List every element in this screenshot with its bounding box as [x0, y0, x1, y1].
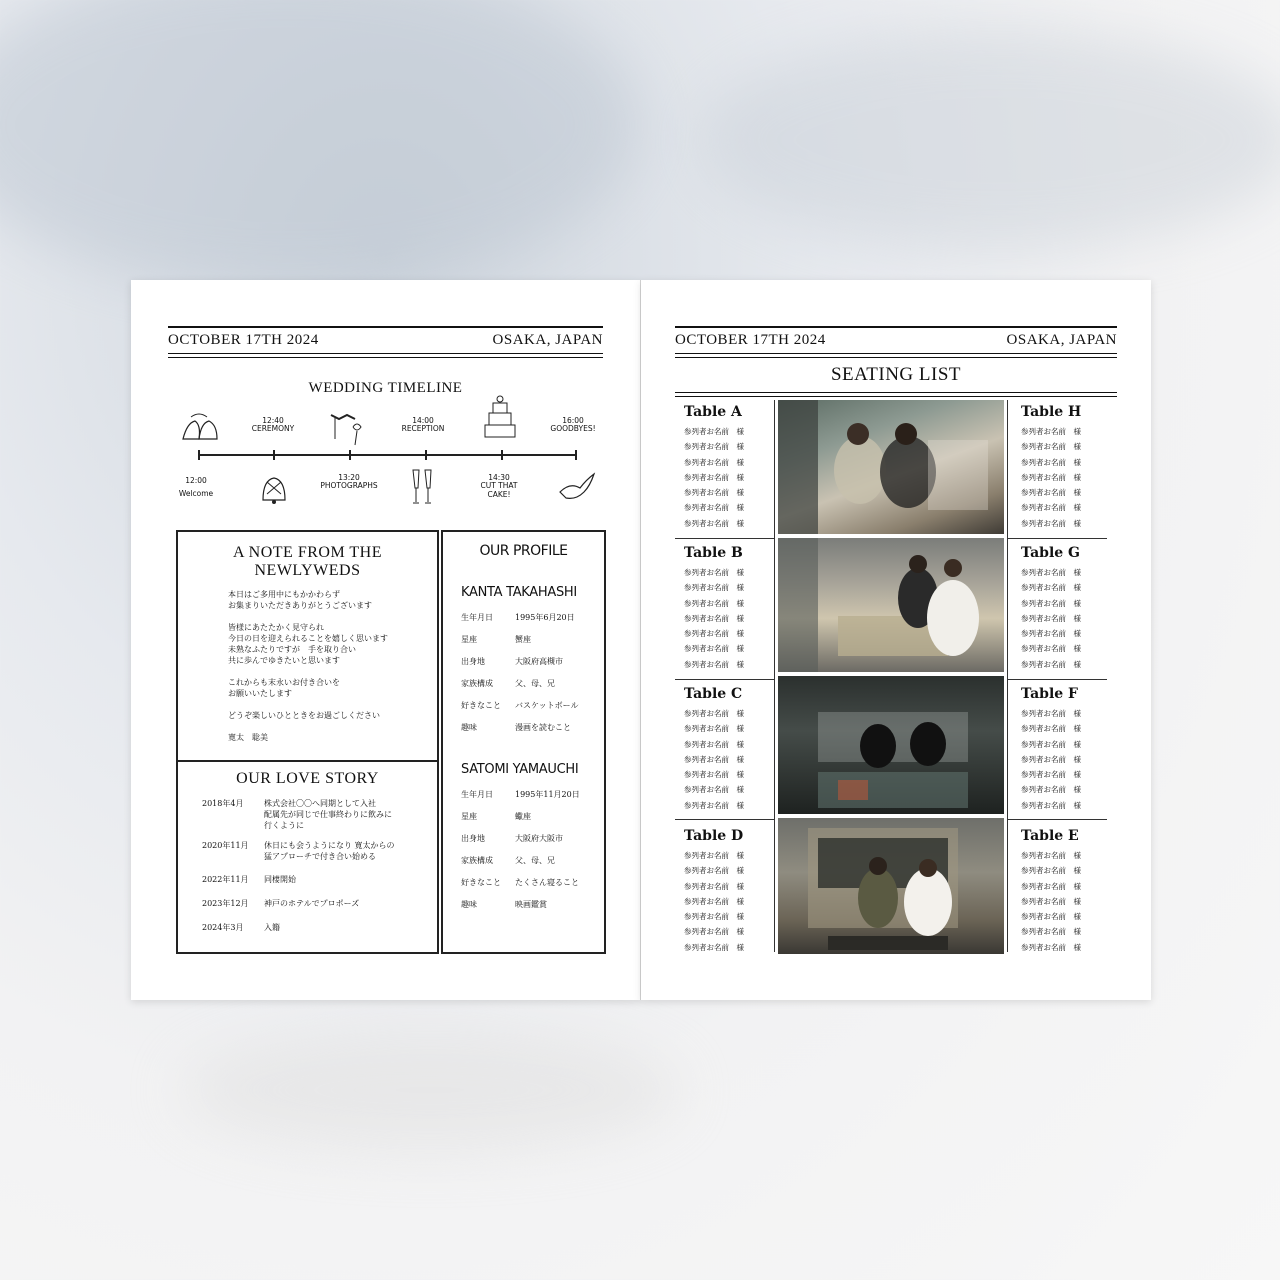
guest-name: 参列者お名前 様: [1021, 724, 1081, 734]
divider: [675, 538, 774, 539]
guest-name: 参列者お名前 様: [1021, 881, 1081, 891]
header-location: OSAKA, JAPAN: [492, 332, 603, 348]
profile-row: [461, 783, 604, 805]
guest-name: 参列者お名前 様: [1021, 709, 1081, 718]
story-item: [178, 798, 437, 840]
story-text: 休日にも会うようになり 寛太からの: [264, 840, 395, 850]
event-time: 12:00: [185, 476, 207, 485]
profile-value: 映画鑑賞: [515, 899, 547, 909]
guest-name: 参列者お名前 様: [684, 644, 744, 654]
champagne-glasses-icon: [410, 468, 436, 506]
note-body: [178, 589, 437, 743]
seating-title: SEATING LIST: [830, 364, 962, 385]
couple-photo-car-hood: [778, 538, 1004, 672]
guest-name: 参列者お名前 様: [1021, 866, 1081, 876]
note-line: 皆様にあたたかく見守られ: [228, 623, 324, 633]
guest-name: 参列者お名前 様: [1021, 912, 1081, 922]
story-date: 2018年4月: [202, 798, 244, 808]
guest-name: 参列者お名前 様: [684, 800, 744, 810]
header-date: OCTOBER 17TH 2024: [675, 332, 826, 348]
guest-name: 参列者お名前 様: [1021, 629, 1081, 639]
profile-value: 蠍座: [515, 811, 531, 821]
guest-name: 参列者お名前 様: [1021, 518, 1081, 528]
profile-row: [461, 628, 604, 650]
event-label: Welcome: [178, 489, 214, 499]
story-text: 同棲開始: [264, 874, 296, 884]
timeline-tick: [425, 450, 427, 460]
right-page: [641, 280, 1151, 1000]
guest-name: 参列者お名前 様: [684, 457, 744, 467]
table-name: Table H: [1021, 404, 1082, 420]
guest-name: 参列者お名前 様: [684, 613, 744, 623]
profile-row: [461, 716, 604, 738]
note-signature: 寛太 聡美: [228, 733, 268, 743]
note-line: 共に歩んでゆきたいと思います: [228, 656, 340, 666]
guest-name: 参列者お名前 様: [684, 518, 744, 528]
profile-person: [443, 585, 604, 738]
guest-name: 参列者お名前 様: [1021, 644, 1081, 654]
profile-row: [461, 694, 604, 716]
guest-name: 参列者お名前 様: [684, 442, 744, 452]
photo-props-icon: [327, 407, 369, 447]
wedding-bells-icon: [177, 413, 223, 443]
story-item: [178, 840, 437, 874]
story-text: 神戸のホテルでプロポーズ: [264, 898, 360, 908]
divider: [1007, 819, 1107, 820]
guest-name: 参列者お名前 様: [1021, 503, 1081, 513]
timeline-event-welcome: [161, 477, 231, 499]
cake-icon: [483, 393, 517, 441]
note-line: 今日の日を迎えられることを嬉しく思います: [228, 634, 388, 644]
story-item: [178, 874, 437, 898]
note-title: A NOTE FROM THE NEWLYWEDS: [233, 544, 382, 579]
guest-name: 参列者お名前 様: [1021, 896, 1081, 906]
guest-name: 参列者お名前 様: [1021, 942, 1081, 952]
timeline-tick: [198, 450, 200, 460]
note-line: 未熟なふたりですが 手を取り合い: [228, 645, 356, 655]
divider: [675, 679, 774, 680]
love-story-title: OUR LOVE STORY: [236, 770, 379, 787]
story-text: 株式会社〇〇へ同期として入社: [264, 798, 376, 808]
guest-name: 参列者お名前 様: [684, 785, 744, 795]
left-page: [131, 280, 640, 1000]
profile-value: 1995年11月20日: [515, 789, 580, 799]
dove-icon: [556, 470, 596, 502]
event-label: CUT THAT CAKE!: [480, 481, 518, 499]
profile-row: [461, 650, 604, 672]
note-line: お集まりいただきありがとうございます: [228, 601, 372, 611]
note-line: [228, 721, 437, 732]
event-time: 14:00: [412, 416, 434, 425]
guest-name: 参列者お名前 様: [684, 724, 744, 734]
profile-key: 出身地: [461, 833, 485, 843]
profile-key: 好きなこと: [461, 877, 501, 887]
profile-box: [441, 530, 606, 954]
profile-key: 趣味: [461, 899, 477, 909]
guest-name: 参列者お名前 様: [1021, 488, 1081, 498]
guest-name: 参列者お名前 様: [684, 866, 744, 876]
table-name: Table G: [1021, 545, 1080, 561]
divider: [675, 396, 1117, 397]
note-line: [228, 666, 437, 677]
guest-name: 参列者お名前 様: [1021, 800, 1081, 810]
profile-value: 父、母、兄: [515, 678, 555, 688]
guest-name: 参列者お名前 様: [684, 709, 744, 718]
profile-value: 漫画を読むこと: [515, 722, 571, 732]
timeline-tick: [575, 450, 577, 460]
timeline-tick: [349, 450, 351, 460]
profile-value: バスケットボール: [515, 700, 579, 710]
divider: [1007, 400, 1008, 952]
guest-name: 参列者お名前 様: [1021, 598, 1081, 608]
profile-key: 趣味: [461, 722, 477, 732]
timeline-event-reception: [388, 417, 458, 434]
guest-name: 参列者お名前 様: [684, 881, 744, 891]
guest-name: 参列者お名前 様: [684, 427, 744, 436]
guest-name: 参列者お名前 様: [684, 912, 744, 922]
divider: [675, 819, 774, 820]
divider: [774, 400, 775, 952]
guest-name: 参列者お名前 様: [684, 927, 744, 937]
guest-name: 参列者お名前 様: [684, 583, 744, 593]
story-text: 行くように: [264, 820, 304, 830]
story-text: 入籍: [264, 922, 280, 932]
profile-value: 父、母、兄: [515, 855, 555, 865]
bell-icon: [257, 472, 291, 506]
note-line: お願いいたします: [228, 689, 292, 699]
story-item: [178, 922, 437, 942]
guest-name: 参列者お名前 様: [684, 739, 744, 749]
story-item: [178, 898, 437, 922]
profile-row: [461, 606, 604, 628]
event-time: 14:30: [488, 473, 510, 482]
profile-row: [461, 871, 604, 893]
note-line: [228, 699, 437, 710]
profile-value: 蟹座: [515, 634, 531, 644]
divider: [1007, 538, 1107, 539]
table-b: [684, 545, 774, 672]
story-text: 猛アプローチで付き合い始める: [264, 851, 376, 861]
guest-name: 参列者お名前 様: [1021, 583, 1081, 593]
guest-name: 参列者お名前 様: [1021, 613, 1081, 623]
guest-name: 参列者お名前 様: [1021, 754, 1081, 764]
guest-name: 参列者お名前 様: [684, 770, 744, 780]
profile-title: OUR PROFILE: [479, 543, 568, 559]
divider: [1007, 679, 1107, 680]
timeline-tick: [273, 450, 275, 460]
profile-key: 生年月日: [461, 612, 493, 622]
note-line: どうぞ楽しいひとときをお過ごしください: [228, 711, 380, 721]
table-name: Table D: [684, 828, 744, 844]
timeline-event-photographs: [314, 474, 384, 491]
table-g: [1021, 545, 1111, 672]
profile-key: 星座: [461, 634, 477, 644]
masthead: [168, 326, 603, 358]
profile-row: [461, 805, 604, 827]
profile-row: [461, 672, 604, 694]
event-time: 13:20: [338, 473, 360, 482]
guest-name: 参列者お名前 様: [1021, 659, 1081, 669]
guest-name: 参列者お名前 様: [684, 472, 744, 482]
story-date: 2024年3月: [202, 922, 244, 932]
event-label: CEREMONY: [251, 424, 295, 434]
table-h: [1021, 404, 1111, 531]
table-name: Table A: [684, 404, 742, 420]
table-name: Table C: [684, 686, 743, 702]
story-date: 2023年12月: [202, 898, 249, 908]
guest-name: 参列者お名前 様: [1021, 568, 1081, 577]
header-location: OSAKA, JAPAN: [1006, 332, 1117, 348]
guest-name: 参列者お名前 様: [684, 659, 744, 669]
profile-name: KANTA TAKAHASHI: [461, 585, 577, 601]
profile-key: 家族構成: [461, 855, 493, 865]
guest-name: 参列者お名前 様: [684, 629, 744, 639]
table-e: [1021, 828, 1111, 955]
profile-value: 大阪府高槻市: [515, 656, 563, 666]
profile-row: [461, 893, 604, 915]
guest-name: 参列者お名前 様: [1021, 427, 1081, 436]
profile-value: たくさん寝ること: [515, 877, 579, 887]
profile-key: 家族構成: [461, 678, 493, 688]
table-name: Table B: [684, 545, 743, 561]
table-d: [684, 828, 774, 955]
profile-person: [443, 762, 604, 915]
guest-name: 参列者お名前 様: [684, 851, 744, 860]
guest-name: 参列者お名前 様: [684, 503, 744, 513]
profile-key: 出身地: [461, 656, 485, 666]
guest-name: 参列者お名前 様: [684, 598, 744, 608]
table-name: Table E: [1021, 828, 1079, 844]
profile-key: 好きなこと: [461, 700, 501, 710]
event-label: RECEPTION: [401, 424, 445, 434]
note-box: [176, 530, 439, 762]
table-c: [684, 686, 774, 813]
profile-row: [461, 827, 604, 849]
note-line: [228, 611, 437, 622]
header-date: OCTOBER 17TH 2024: [168, 332, 319, 348]
event-label: GOODBYES!: [550, 424, 596, 434]
profile-value: 大阪府大阪市: [515, 833, 563, 843]
event-time: 12:40: [262, 416, 284, 425]
guest-name: 参列者お名前 様: [1021, 785, 1081, 795]
love-story-box: [176, 760, 439, 954]
guest-name: 参列者お名前 様: [1021, 927, 1081, 937]
profile-key: 星座: [461, 811, 477, 821]
note-line: これからも末永いお付き合いを: [228, 678, 340, 688]
profile-value: 1995年6月20日: [515, 612, 575, 622]
timeline-event-goodbyes: [538, 417, 608, 434]
couple-photo-car-trunk: [778, 818, 1004, 954]
table-a: [684, 404, 774, 531]
guest-name: 参列者お名前 様: [684, 896, 744, 906]
timeline-tick: [501, 450, 503, 460]
event-label: PHOTOGRAPHS: [320, 481, 378, 491]
timeline-axis: [199, 454, 576, 456]
profile-name: SATOMI YAMAUCHI: [461, 762, 579, 778]
profile-row: [461, 849, 604, 871]
timeline-event-ceremony: [238, 417, 308, 434]
guest-name: 参列者お名前 様: [1021, 770, 1081, 780]
story-date: 2022年11月: [202, 874, 249, 884]
guest-name: 参列者お名前 様: [1021, 442, 1081, 452]
guest-name: 参列者お名前 様: [684, 568, 744, 577]
event-time: 16:00: [562, 416, 584, 425]
guest-name: 参列者お名前 様: [684, 754, 744, 764]
story-date: 2020年11月: [202, 840, 249, 850]
table-name: Table F: [1021, 686, 1078, 702]
guest-name: 参列者お名前 様: [684, 942, 744, 952]
timeline-title: WEDDING TIMELINE: [308, 380, 463, 396]
note-line: 本日はご多用中にもかかわらず: [228, 590, 340, 600]
table-f: [1021, 686, 1111, 813]
masthead: [675, 326, 1117, 358]
couple-photo-car-interior: [778, 676, 1004, 814]
couple-photo-car-front: [778, 400, 1004, 534]
guest-name: 参列者お名前 様: [1021, 739, 1081, 749]
guest-name: 参列者お名前 様: [1021, 851, 1081, 860]
divider: [675, 392, 1117, 393]
guest-name: 参列者お名前 様: [1021, 472, 1081, 482]
story-text: 配属先が同じで仕事終わりに飲みに: [264, 809, 392, 819]
profile-key: 生年月日: [461, 789, 493, 799]
guest-name: 参列者お名前 様: [684, 488, 744, 498]
guest-name: 参列者お名前 様: [1021, 457, 1081, 467]
timeline-event-cake: [464, 474, 534, 499]
